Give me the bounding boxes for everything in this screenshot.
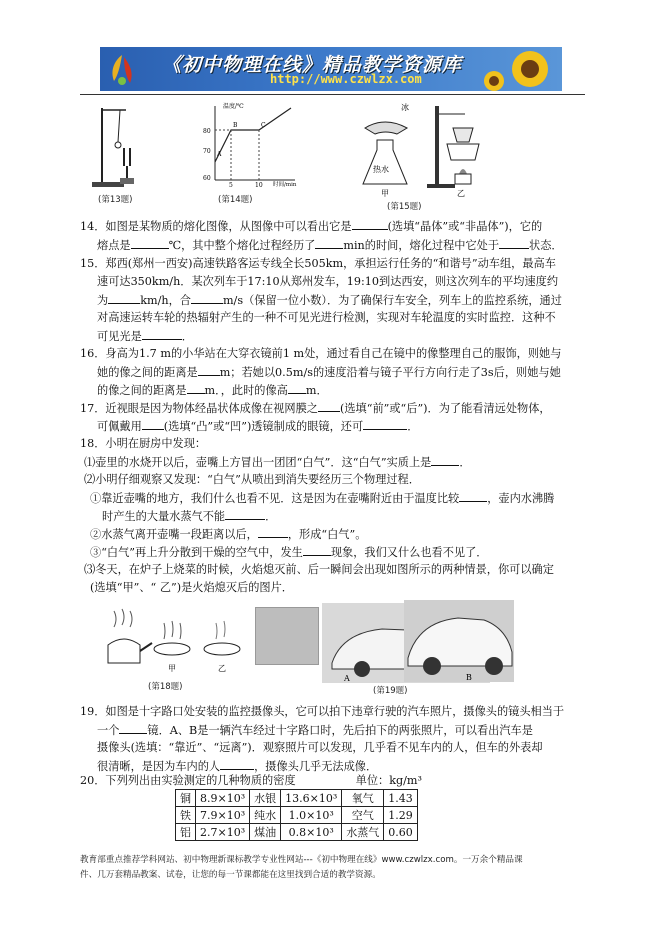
graph-point-c: C <box>261 122 266 129</box>
q16-line2: 她的像之间的距离是 m；若她以0.5m/s的速度沿着与镜子平行方向行走了3s后，则她与她 <box>97 366 561 379</box>
q18-line8: ⑶冬天，在炉子上烧菜的时候，火焰熄灭前、后一瞬间会出现如图所示的两种情景，你可以确定 <box>84 563 554 576</box>
q18-line4: ①靠近壶嘴的地方，我们什么也看不见．这是因为在壶嘴附近由于温度比较 ，壶内水沸腾 <box>90 492 555 505</box>
q14-line1: 14．如图是某物质的熔化图像，从图像中可以看出它是 (选填“晶体”或“非晶体”)，它的 <box>80 220 543 233</box>
graph-point-b: B <box>233 122 238 129</box>
q14-line2: 熔点是 ℃，其中整个熔化过程经历了 min的时间，熔化过程中它处于 状态． <box>97 239 563 252</box>
graph-tick-80: 80 <box>203 128 211 135</box>
q16-line3: 的像之间的距离是 m．，此时的像高 m． <box>97 384 328 397</box>
fig19-b-label: B <box>466 673 472 682</box>
header-banner <box>100 47 562 91</box>
fig15-ice-label: 冰 <box>401 103 409 112</box>
q20-line1: 20．下列列出由实验测定的几种物质的密度 单位：kg/m³ <box>80 774 422 787</box>
q16-line1: 16．身高为1.7 m的小华站在大穿衣镜前1 m处，通过看自己在镜中的像整理自己的服饰，则她与 <box>80 347 562 360</box>
q18-line1: 18．小明在厨房中发现： <box>80 437 207 450</box>
q18-line6: ②水蒸气离开壶嘴一段距离以后， ，形成“白气”。 <box>90 528 367 541</box>
figure-14-graph <box>193 100 303 188</box>
graph-tick-70: 70 <box>203 148 211 155</box>
q15-line5: 可见光是 ． <box>97 330 193 343</box>
q17-line2: 可佩戴用 (选填“凸”或“凹”)透镜制成的眼镜，还可 ． <box>97 420 419 433</box>
density-table <box>175 789 418 841</box>
caption-18: (第18题) <box>148 682 183 692</box>
footer-line-2: 件、几万套精品教案、试卷，让您的每一节课都能在这里找到合适的教学资源。 <box>80 870 381 880</box>
figure-15-apparatus <box>355 100 505 198</box>
q17-line1: 17．近视眼是因为物体经晶状体成像在视网膜之 (选填“前”或“后”)．为了能看清远处物体， <box>80 402 551 415</box>
graph-xlabel: 时间/min <box>273 182 297 188</box>
q19-line2: 一个 镜．A、B是一辆汽车经过十字路口时，先后拍下的两张照片，可以看出汽车是 <box>97 724 533 737</box>
figure-13-apparatus <box>88 100 148 190</box>
fig15-jia-label: 甲 <box>381 189 389 198</box>
q19-line3: 摄像头(选填：“靠近”、“远离”)．观察照片可以发现，几乎看不见车内的人，但车的外表却 <box>97 741 543 754</box>
banner-title: 《初中物理在线》精品教学资源库 <box>162 54 463 76</box>
q18-line3: ⑵小明仔细观察又发现：“白气”从喷出到消失要经历三个物理过程． <box>84 473 420 486</box>
q18-line2: ⑴壶里的水烧开以后，壶嘴上方冒出一团团“白气”．这“白气”实质上是 ． <box>84 456 471 469</box>
q15-line1: 15．郑西(郑州一西安)高速铁路客运专线全长505km，承担运行任务的“和谐号”动车组，最高车 <box>80 257 556 270</box>
fig18-jia-label: 甲 <box>168 664 176 673</box>
q19-line1: 19．如图是十字路口处安装的监控摄像头，它可以拍下违章行驶的汽车照片，摄像头的镜头相当于 <box>80 705 565 718</box>
graph-point-a: A <box>217 151 222 158</box>
q18-line7: ③“白气”再上升分散到干燥的空气中，发生 现象，我们又什么也看不见了． <box>90 546 488 559</box>
banner-url[interactable]: http://www.czwlzx.com <box>270 72 422 86</box>
table-row: 铝 2.7×10³ 煤油 0.8×10³ 水蒸气 0.60 <box>176 824 418 841</box>
footer-line-1: 教育部重点推荐学科网站、初中物理新课标教学专业性网站---《初中物理在线》www.czwlzx.com。一万余个精品课 <box>80 855 523 865</box>
q15-line4: 对高速运转车轮的热辐射产生的一种不可见光进行检测，实现对车轮温度的实时监控．这种不 <box>97 311 556 324</box>
caption-13: (第13题) <box>98 195 133 205</box>
caption-14: (第14题) <box>218 195 253 205</box>
fig18-yi-label: 乙 <box>218 664 226 673</box>
fig19-a-label: A <box>344 674 350 683</box>
fig15-yi-label: 乙 <box>457 189 465 198</box>
caption-19: (第19题) <box>373 686 408 696</box>
table-row: 铜 8.9×10³ 水银 13.6×10³ 氧气 1.43 <box>176 790 418 807</box>
graph-tick-60: 60 <box>203 175 211 182</box>
header-rule <box>80 94 585 95</box>
site-logo-icon <box>104 51 140 87</box>
q19-line4: 很清晰，是因为车内的人 ，摄像头几乎无法成像． <box>97 760 378 773</box>
graph-tick-5: 5 <box>229 182 233 188</box>
graph-ylabel: 温度/℃ <box>223 103 244 110</box>
q15-line3: 为 km/h，合 m/s（保留一位小数）．为了确保行车安全，列车上的监控系统，通过 <box>97 294 562 307</box>
figure-19-car-b <box>404 600 514 682</box>
figure-18-kettles <box>100 605 250 675</box>
caption-15: (第15题) <box>387 202 422 212</box>
camera-photo <box>255 607 319 665</box>
page-footer <box>80 853 585 883</box>
fig15-water-label: 热水 <box>373 165 389 174</box>
sunflower-icon <box>480 47 560 91</box>
q15-line2: 速可达350km/h．某次列车于17:10从郑州发车，19:10到达西安，则这次列车的平均速度约 <box>97 275 559 288</box>
q18-line9: (选填“甲”、“ 乙”)是火焰熄灭后的图片． <box>90 581 293 594</box>
graph-tick-10: 10 <box>255 182 263 188</box>
table-row: 铁 7.9×10³ 纯水 1.0×10³ 空气 1.29 <box>176 807 418 824</box>
q18-line5: 时产生的大量水蒸气不能 ． <box>102 510 277 523</box>
